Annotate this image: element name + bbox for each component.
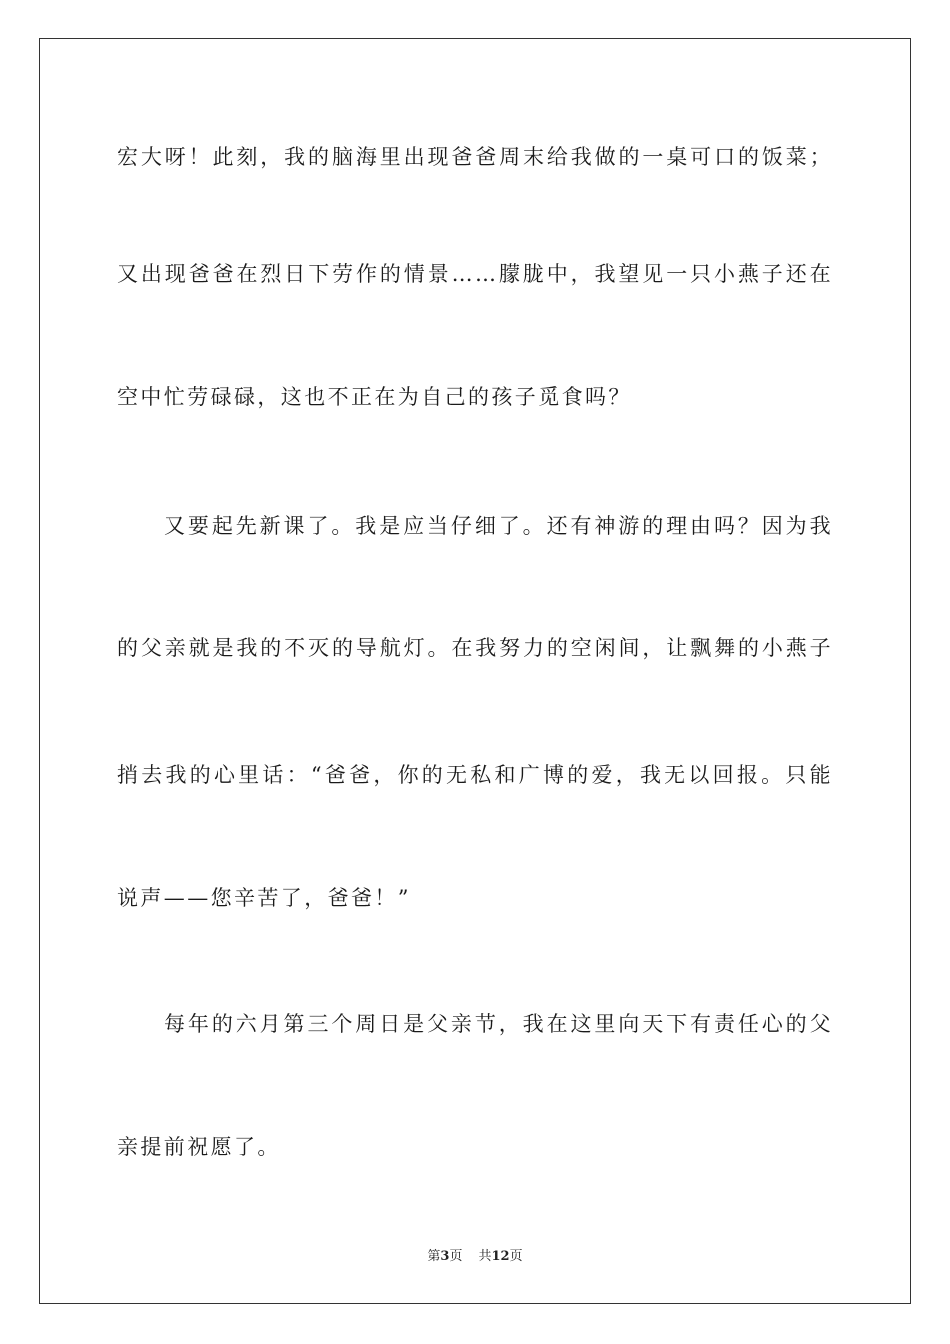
- text-line-1: 宏大呀！此刻，我的脑海里出现爸爸周末给我做的一桌可口的饭菜；: [117, 145, 833, 169]
- page-suffix: 页: [449, 1249, 463, 1264]
- text-line-6: 捎去我的心里话：“爸爸，你的无私和广博的爱，我无以回报。只能: [117, 763, 833, 787]
- text-line-3: 空中忙劳碌碌，这也不正在为自己的孩子觅食吗？: [117, 385, 632, 409]
- total-suffix: 页: [509, 1249, 523, 1264]
- text-line-7: 说声——您辛苦了，爸爸！”: [117, 886, 411, 910]
- text-line-8: 每年的六月第三个周日是父亲节，我在这里向天下有责任心的父: [164, 1012, 833, 1036]
- text-line-5: 的父亲就是我的不灭的导航灯。在我努力的空闲间，让飘舞的小燕子: [117, 636, 833, 660]
- total-pages: 12: [491, 1249, 510, 1264]
- page-number: 3: [440, 1249, 450, 1264]
- page-border: [39, 38, 911, 1304]
- page-footer: [0, 1248, 950, 1266]
- text-line-9: 亲提前祝愿了。: [117, 1135, 281, 1159]
- text-line-2: 又出现爸爸在烈日下劳作的情景……朦胧中，我望见一只小燕子还在: [117, 262, 833, 286]
- text-line-4: 又要起先新课了。我是应当仔细了。还有神游的理由吗？因为我: [164, 514, 833, 538]
- total-prefix: 共: [478, 1249, 492, 1264]
- page-prefix: 第: [427, 1249, 441, 1264]
